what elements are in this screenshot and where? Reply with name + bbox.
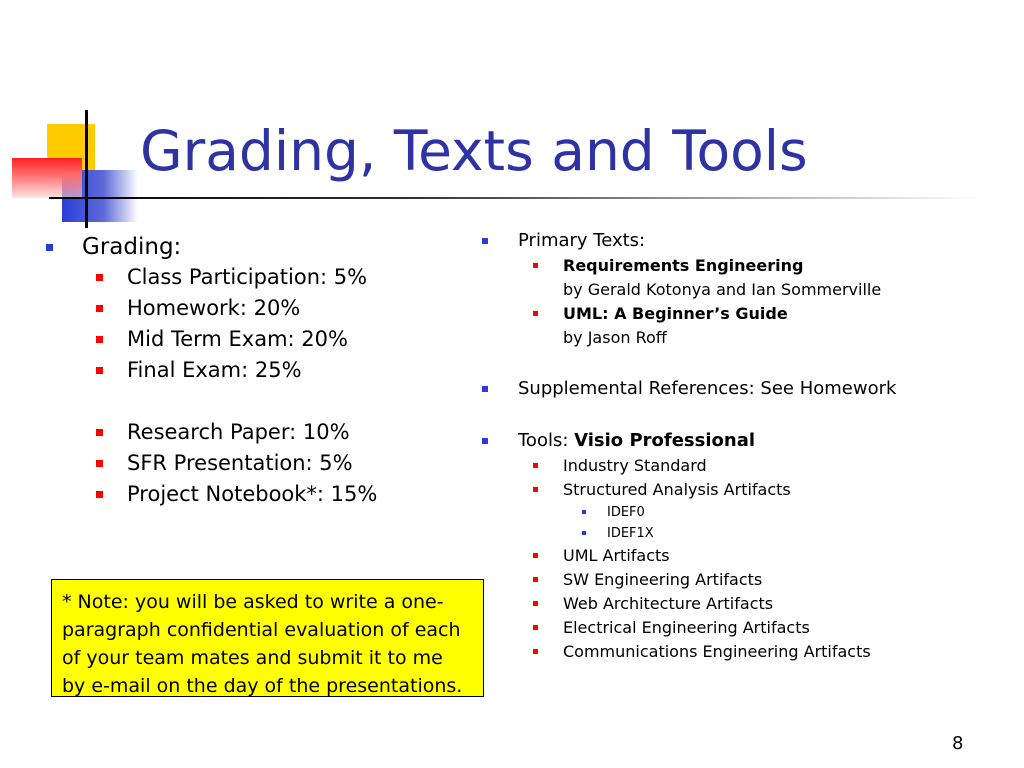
note-line: by e-mail on the day of the presentations. bbox=[62, 675, 463, 697]
title-underline bbox=[49, 197, 979, 199]
tools-product: Visio Professional bbox=[574, 430, 756, 451]
supplemental-references: Supplemental References: See Homework bbox=[476, 376, 996, 402]
tools-label: Tools: bbox=[518, 430, 575, 451]
tools-heading bbox=[476, 428, 996, 454]
tool-item: Industry Standard bbox=[476, 454, 996, 478]
grading-item: Mid Term Exam: 20% bbox=[40, 324, 460, 355]
grading-section bbox=[40, 232, 460, 510]
note-box bbox=[51, 579, 484, 697]
note-line: paragraph confidential evaluation of each bbox=[62, 619, 461, 641]
note-line: * Note: you will be asked to write a one- bbox=[62, 591, 444, 613]
tool-item: SW Engineering Artifacts bbox=[476, 568, 996, 592]
grading-item: Final Exam: 25% bbox=[40, 355, 460, 386]
tool-subitem: IDEF1X bbox=[476, 523, 996, 544]
tool-item: Web Architecture Artifacts bbox=[476, 592, 996, 616]
primary-texts-heading: Primary Texts: bbox=[476, 228, 996, 254]
logo-red-square bbox=[12, 158, 82, 198]
book-author: by Gerald Kotonya and Ian Sommerville bbox=[563, 280, 882, 299]
texts-tools-section bbox=[476, 228, 996, 664]
grading-heading: Grading: bbox=[40, 232, 460, 262]
grading-item: Project Notebook*: 15% bbox=[40, 479, 460, 510]
spacer bbox=[40, 386, 460, 417]
book-title: UML: A Beginner’s Guide bbox=[563, 304, 788, 323]
grading-item: Class Participation: 5% bbox=[40, 262, 460, 293]
book-title: Requirements Engineering bbox=[563, 256, 804, 275]
tool-item: Structured Analysis Artifacts bbox=[476, 478, 996, 502]
grading-item: Research Paper: 10% bbox=[40, 417, 460, 448]
grading-item: Homework: 20% bbox=[40, 293, 460, 324]
tool-subitem: IDEF0 bbox=[476, 502, 996, 523]
spacer bbox=[476, 402, 996, 428]
tool-item: UML Artifacts bbox=[476, 544, 996, 568]
spacer bbox=[476, 350, 996, 376]
logo-vertical-line bbox=[85, 110, 88, 228]
book-item bbox=[476, 302, 996, 350]
note-line: of your team mates and submit it to me bbox=[62, 647, 443, 669]
tool-item: Communications Engineering Artifacts bbox=[476, 640, 996, 664]
book-author: by Jason Roff bbox=[563, 328, 667, 347]
book-item bbox=[476, 254, 996, 302]
slide-title: Grading, Texts and Tools bbox=[140, 119, 808, 183]
tool-item: Electrical Engineering Artifacts bbox=[476, 616, 996, 640]
page-number: 8 bbox=[952, 733, 964, 754]
grading-item: SFR Presentation: 5% bbox=[40, 448, 460, 479]
